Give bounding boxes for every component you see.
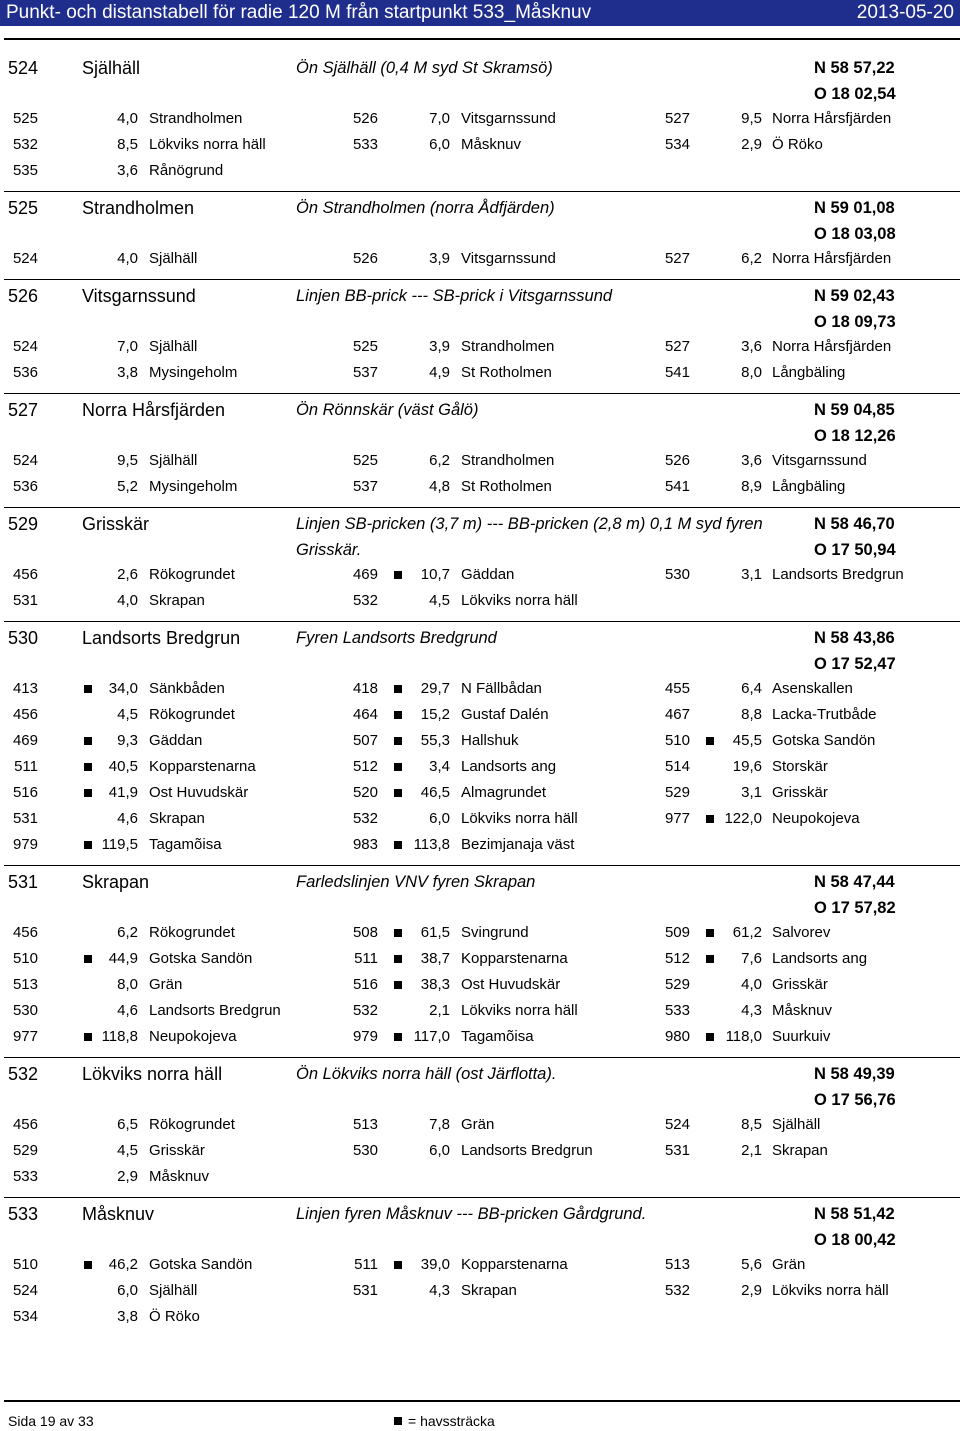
point-number: 512 — [664, 950, 690, 967]
distance: 3,1 — [741, 566, 762, 583]
latitude: N 58 49,39 — [814, 1065, 895, 1083]
point-number: 536 — [12, 364, 38, 381]
latitude: N 58 46,70 — [814, 515, 895, 533]
point-number: 532 — [352, 1002, 378, 1019]
latitude: N 59 02,43 — [814, 287, 895, 305]
distance: 7,8 — [429, 1116, 450, 1133]
longitude: O 17 52,47 — [814, 655, 896, 673]
distance: 8,0 — [741, 364, 762, 381]
point-name: Gotska Sandön — [149, 950, 253, 967]
distance: 2,9 — [117, 1168, 138, 1185]
distance: 5,6 — [741, 1256, 762, 1273]
point-name: Landsorts ang — [772, 950, 868, 967]
point-name: Rökogrundet — [149, 924, 235, 941]
point-name: Bezimjanaja väst — [461, 836, 575, 853]
point-name: Suurkuiv — [772, 1028, 831, 1045]
distance: 7,0 — [429, 110, 450, 127]
distance: 9,3 — [117, 732, 138, 749]
page-title: Punkt- och distanstabell för radie 120 M från startpunkt 533_Måsknuv — [6, 2, 592, 23]
distance: 44,9 — [108, 950, 138, 967]
section-name: Strandholmen — [82, 198, 195, 218]
point-name: Lökviks norra häll — [772, 1282, 889, 1299]
distance: 38,3 — [420, 976, 450, 993]
point-name: Själhäll — [149, 338, 198, 355]
point-number: 418 — [352, 680, 378, 697]
distance: 4,8 — [429, 478, 450, 495]
distance: 2,6 — [117, 566, 138, 583]
distance: 5,2 — [117, 478, 138, 495]
distance: 3,9 — [429, 338, 450, 355]
legend-text: = havssträcka — [408, 1413, 495, 1429]
point-name: Grän — [149, 976, 183, 993]
section-description: Ön Lökviks norra häll (ost Järflotta). — [296, 1065, 557, 1083]
latitude: N 58 51,42 — [814, 1205, 895, 1223]
point-number: 510 — [12, 950, 38, 967]
point-name: Strandholmen — [461, 338, 555, 355]
distance: 122,0 — [724, 810, 762, 827]
point-name: Strandholmen — [461, 452, 555, 469]
point-number: 464 — [352, 706, 378, 723]
longitude: O 17 56,76 — [814, 1091, 896, 1109]
point-number: 525 — [352, 452, 378, 469]
point-name: Ost Huvudskär — [461, 976, 561, 993]
point-name: Skrapan — [149, 592, 205, 609]
longitude: O 17 57,82 — [814, 899, 896, 917]
point-number: 508 — [352, 924, 378, 941]
distance: 3,6 — [117, 162, 138, 179]
distance: 4,5 — [117, 706, 138, 723]
distance: 3,8 — [117, 364, 138, 381]
point-name: Gustaf Dalén — [461, 706, 549, 723]
distance: 4,6 — [117, 810, 138, 827]
point-name: Landsorts Bredgrun — [772, 566, 904, 583]
distance: 4,0 — [117, 592, 138, 609]
point-name: Ö Röko — [149, 1308, 200, 1325]
point-name: Ö Röko — [772, 136, 823, 153]
point-number: 977 — [664, 810, 690, 827]
section-name: Landsorts Bredgrun — [82, 628, 241, 648]
point-name: Vitsgarnssund — [461, 110, 556, 127]
section-divider — [4, 191, 960, 192]
distance: 6,0 — [429, 1142, 450, 1159]
distance: 6,0 — [429, 810, 450, 827]
point-name: Grän — [772, 1256, 806, 1273]
point-number: 531 — [352, 1282, 378, 1299]
distance: 2,9 — [741, 1282, 762, 1299]
distance: 15,2 — [420, 706, 450, 723]
point-name: Gäddan — [149, 732, 203, 749]
point-name: Kopparstenarna — [149, 758, 256, 775]
point-name: Grisskär — [772, 976, 828, 993]
point-name: Gäddan — [461, 566, 515, 583]
sea-leg-marker-icon — [394, 1417, 402, 1425]
point-name: Grisskär — [772, 784, 828, 801]
distance: 38,7 — [420, 950, 450, 967]
point-number: 510 — [664, 732, 690, 749]
point-number: 507 — [352, 732, 378, 749]
point-number: 467 — [664, 706, 690, 723]
point-number: 524 — [12, 452, 38, 469]
distance: 4,3 — [741, 1002, 762, 1019]
point-name: Kopparstenarna — [461, 1256, 568, 1273]
latitude: N 58 47,44 — [814, 873, 895, 891]
point-name: Rökogrundet — [149, 706, 235, 723]
section-description: Linjen fyren Måsknuv --- BB-pricken Gårdgrund. — [296, 1205, 647, 1223]
point-name: Rånögrund — [149, 162, 224, 179]
point-name: Måsknuv — [461, 136, 522, 153]
point-name: Skrapan — [149, 810, 205, 827]
distance: 113,8 — [413, 836, 450, 853]
distance: 3,1 — [741, 784, 762, 801]
point-number: 509 — [664, 924, 690, 941]
point-name: Neupokojeva — [772, 810, 860, 827]
distance: 4,5 — [429, 592, 450, 609]
point-name: Norra Hårsfjärden — [772, 338, 892, 355]
point-number: 469 — [12, 732, 38, 749]
section-name: Vitsgarnssund — [82, 286, 196, 306]
distance: 9,5 — [117, 452, 138, 469]
point-number: 535 — [12, 162, 38, 179]
point-name: Mysingeholm — [149, 478, 238, 495]
distance: 9,5 — [741, 110, 762, 127]
point-number: 527 — [664, 338, 690, 355]
point-name: Mysingeholm — [149, 364, 238, 381]
distance: 10,7 — [420, 566, 450, 583]
distance: 3,8 — [117, 1308, 138, 1325]
point-name: Själhäll — [149, 250, 198, 267]
section-description: Ön Strandholmen (norra Ådfjärden) — [296, 199, 555, 217]
distance: 4,6 — [117, 1002, 138, 1019]
distance: 3,6 — [741, 452, 762, 469]
point-name: Måsknuv — [149, 1168, 210, 1185]
distance: 46,5 — [420, 784, 450, 801]
point-number: 514 — [664, 758, 690, 775]
point-number: 983 — [352, 836, 378, 853]
point-number: 532 — [664, 1282, 690, 1299]
distance: 61,2 — [732, 924, 762, 941]
point-name: Vitsgarnssund — [461, 250, 556, 267]
distance: 8,5 — [741, 1116, 762, 1133]
point-number: 526 — [352, 250, 378, 267]
point-number: 413 — [12, 680, 38, 697]
latitude: N 59 04,85 — [814, 401, 895, 419]
point-name: Skrapan — [461, 1282, 517, 1299]
point-number: 511 — [354, 950, 378, 967]
point-name: N Fällbådan — [461, 680, 542, 697]
point-number: 510 — [12, 1256, 38, 1273]
distance: 6,2 — [429, 452, 450, 469]
distance: 118,0 — [725, 1028, 762, 1045]
point-number: 526 — [352, 110, 378, 127]
section-divider — [4, 393, 960, 394]
point-number: 524 — [12, 338, 38, 355]
section-divider — [4, 507, 960, 508]
section-divider — [4, 1197, 960, 1198]
distance: 4,5 — [117, 1142, 138, 1159]
section-number: 532 — [8, 1064, 39, 1084]
distance: 6,0 — [429, 136, 450, 153]
distance: 4,0 — [741, 976, 762, 993]
point-name: Rökogrundet — [149, 566, 235, 583]
distance: 6,0 — [117, 1282, 138, 1299]
section-description: Ön Rönnskär (väst Gålö) — [296, 401, 479, 419]
point-name: Gotska Sandön — [149, 1256, 253, 1273]
point-name: Själhäll — [149, 1282, 198, 1299]
point-name: Långbäling — [772, 364, 846, 381]
point-number: 531 — [12, 592, 38, 609]
section-name: Norra Hårsfjärden — [82, 400, 226, 420]
point-number: 533 — [664, 1002, 690, 1019]
point-name: Själhäll — [149, 452, 198, 469]
section-number: 524 — [8, 58, 39, 78]
point-number: 533 — [352, 136, 378, 153]
point-number: 524 — [12, 1282, 38, 1299]
distance: 41,9 — [108, 784, 138, 801]
point-number: 516 — [12, 784, 38, 801]
section-name: Grisskär — [82, 514, 149, 534]
point-number: 456 — [12, 924, 38, 941]
section-divider — [4, 1057, 960, 1058]
longitude: O 17 50,94 — [814, 541, 896, 559]
top-rule — [4, 38, 960, 40]
point-name: Långbäling — [772, 478, 846, 495]
distance: 8,5 — [117, 136, 138, 153]
point-number: 456 — [12, 1116, 38, 1133]
point-name: Landsorts Bredgrun — [149, 1002, 281, 1019]
distance: 7,6 — [741, 950, 762, 967]
point-number: 513 — [664, 1256, 690, 1273]
point-number: 525 — [352, 338, 378, 355]
point-number: 531 — [664, 1142, 690, 1159]
point-name: Grän — [461, 1116, 495, 1133]
distance: 4,3 — [429, 1282, 450, 1299]
section-name: Själhäll — [82, 58, 141, 78]
distance: 55,3 — [420, 732, 450, 749]
longitude: O 18 03,08 — [814, 225, 896, 243]
point-name: Salvorev — [772, 924, 831, 941]
point-name: Landsorts ang — [461, 758, 557, 775]
longitude: O 18 09,73 — [814, 313, 896, 331]
section-divider — [4, 865, 960, 866]
point-number: 530 — [352, 1142, 378, 1159]
footer-rule — [4, 1400, 960, 1402]
point-number: 980 — [664, 1028, 690, 1045]
point-number: 532 — [352, 810, 378, 827]
distance: 2,1 — [741, 1142, 762, 1159]
point-number: 979 — [352, 1028, 378, 1045]
distance: 4,0 — [117, 110, 138, 127]
point-name: Neupokojeva — [149, 1028, 237, 1045]
point-number: 527 — [664, 250, 690, 267]
point-number: 524 — [12, 250, 38, 267]
section-name: Måsknuv — [82, 1204, 155, 1224]
point-number: 534 — [664, 136, 690, 153]
distance: 6,4 — [741, 680, 762, 697]
point-name: Hallshuk — [461, 732, 519, 749]
section-name: Skrapan — [82, 872, 150, 892]
point-number: 537 — [352, 478, 378, 495]
point-number: 513 — [12, 976, 38, 993]
point-number: 979 — [12, 836, 38, 853]
point-name: Sänkbåden — [149, 680, 225, 697]
distance: 3,4 — [429, 758, 450, 775]
distance: 45,5 — [732, 732, 762, 749]
point-name: Grisskär — [149, 1142, 205, 1159]
distance: 29,7 — [420, 680, 450, 697]
distance: 40,5 — [108, 758, 138, 775]
point-number: 527 — [664, 110, 690, 127]
point-name: Lökviks norra häll — [461, 1002, 578, 1019]
point-name: Storskär — [772, 758, 828, 775]
point-name: Strandholmen — [149, 110, 243, 127]
point-number: 513 — [352, 1116, 378, 1133]
distance: 118,8 — [101, 1028, 138, 1045]
point-number: 541 — [664, 478, 690, 495]
section-name: Lökviks norra häll — [82, 1064, 223, 1084]
distance: 19,6 — [732, 758, 762, 775]
point-number: 530 — [12, 1002, 38, 1019]
point-number: 511 — [14, 758, 38, 775]
point-number: 533 — [12, 1168, 38, 1185]
point-name: Rökogrundet — [149, 1116, 235, 1133]
longitude: O 18 12,26 — [814, 427, 896, 445]
point-name: Landsorts Bredgrun — [461, 1142, 593, 1159]
point-name: Tagamõisa — [149, 836, 222, 853]
point-name: Asenskallen — [772, 680, 853, 697]
point-number: 524 — [664, 1116, 690, 1133]
distance: 4,0 — [117, 250, 138, 267]
point-number: 536 — [12, 478, 38, 495]
point-name: Lökviks norra häll — [461, 810, 578, 827]
page-header — [0, 0, 960, 26]
latitude: N 58 43,86 — [814, 629, 895, 647]
point-number: 534 — [12, 1308, 38, 1325]
point-name: Lökviks norra häll — [461, 592, 578, 609]
section-number: 530 — [8, 628, 39, 648]
section-number: 533 — [8, 1204, 39, 1224]
distance: 7,0 — [117, 338, 138, 355]
point-number: 526 — [664, 452, 690, 469]
point-number: 525 — [12, 110, 38, 127]
point-number: 529 — [664, 784, 690, 801]
page-date: 2013-05-20 — [856, 2, 954, 23]
distance: 2,1 — [429, 1002, 450, 1019]
point-name: Själhäll — [772, 1116, 821, 1133]
distance: 2,9 — [741, 136, 762, 153]
point-number: 469 — [352, 566, 378, 583]
point-number: 532 — [352, 592, 378, 609]
point-name: Ost Huvudskär — [149, 784, 249, 801]
point-name: Lacka-Trutbåde — [772, 706, 877, 723]
point-number: 537 — [352, 364, 378, 381]
distance: 3,6 — [741, 338, 762, 355]
section-description: Ön Själhäll (0,4 M syd St Skramsö) — [296, 59, 553, 77]
section-number: 527 — [8, 400, 39, 420]
point-name: Gotska Sandön — [772, 732, 876, 749]
distance: 8,9 — [741, 478, 762, 495]
section-description: Linjen SB-pricken (3,7 m) --- BB-pricken (2,8 m) 0,1 M syd fyren Grisskär. — [296, 515, 763, 559]
point-number: 977 — [12, 1028, 38, 1045]
distance: 6,2 — [117, 924, 138, 941]
page-number: Sida 19 av 33 — [8, 1413, 94, 1429]
point-name: Almagrundet — [461, 784, 547, 801]
section-divider — [4, 279, 960, 280]
point-number: 456 — [12, 706, 38, 723]
point-number: 529 — [664, 976, 690, 993]
point-name: Skrapan — [772, 1142, 828, 1159]
point-name: Norra Hårsfjärden — [772, 250, 892, 267]
section-divider — [4, 621, 960, 622]
point-name: St Rotholmen — [461, 478, 552, 495]
section-description: Linjen BB-prick --- SB-prick i Vitsgarnssund — [296, 287, 613, 305]
longitude: O 18 00,42 — [814, 1231, 896, 1249]
longitude: O 18 02,54 — [814, 85, 896, 103]
section-number: 529 — [8, 514, 39, 534]
distance: 46,2 — [108, 1256, 138, 1273]
section-description: Farledslinjen VNV fyren Skrapan — [296, 873, 536, 891]
point-name: St Rotholmen — [461, 364, 552, 381]
distance: 6,5 — [117, 1116, 138, 1133]
latitude: N 59 01,08 — [814, 199, 895, 217]
distance: 34,0 — [108, 680, 138, 697]
point-name: Kopparstenarna — [461, 950, 568, 967]
point-name: Måsknuv — [772, 1002, 833, 1019]
latitude: N 58 57,22 — [814, 59, 895, 77]
section-number: 525 — [8, 198, 39, 218]
point-number: 530 — [664, 566, 690, 583]
point-number: 532 — [12, 136, 38, 153]
distance: 39,0 — [420, 1256, 450, 1273]
section-number: 531 — [8, 872, 39, 892]
point-number: 541 — [664, 364, 690, 381]
point-number: 511 — [354, 1256, 378, 1273]
distance: 6,2 — [741, 250, 762, 267]
point-number: 516 — [352, 976, 378, 993]
distance: 8,0 — [117, 976, 138, 993]
point-number: 529 — [12, 1142, 38, 1159]
distance: 117,0 — [413, 1028, 450, 1045]
section-number: 526 — [8, 286, 39, 306]
point-name: Vitsgarnssund — [772, 452, 867, 469]
distance: 119,5 — [101, 836, 138, 853]
point-number: 455 — [664, 680, 690, 697]
point-number: 456 — [12, 566, 38, 583]
distance: 4,9 — [429, 364, 450, 381]
section-description: Fyren Landsorts Bredgrund — [296, 629, 497, 647]
point-name: Tagamõisa — [461, 1028, 534, 1045]
point-number: 512 — [352, 758, 378, 775]
distance: 8,8 — [741, 706, 762, 723]
point-name: Norra Hårsfjärden — [772, 110, 892, 127]
distance: 61,5 — [420, 924, 450, 941]
point-number: 520 — [352, 784, 378, 801]
point-name: Lökviks norra häll — [149, 136, 266, 153]
point-name: Svingrund — [461, 924, 529, 941]
distance: 3,9 — [429, 250, 450, 267]
point-number: 531 — [12, 810, 38, 827]
